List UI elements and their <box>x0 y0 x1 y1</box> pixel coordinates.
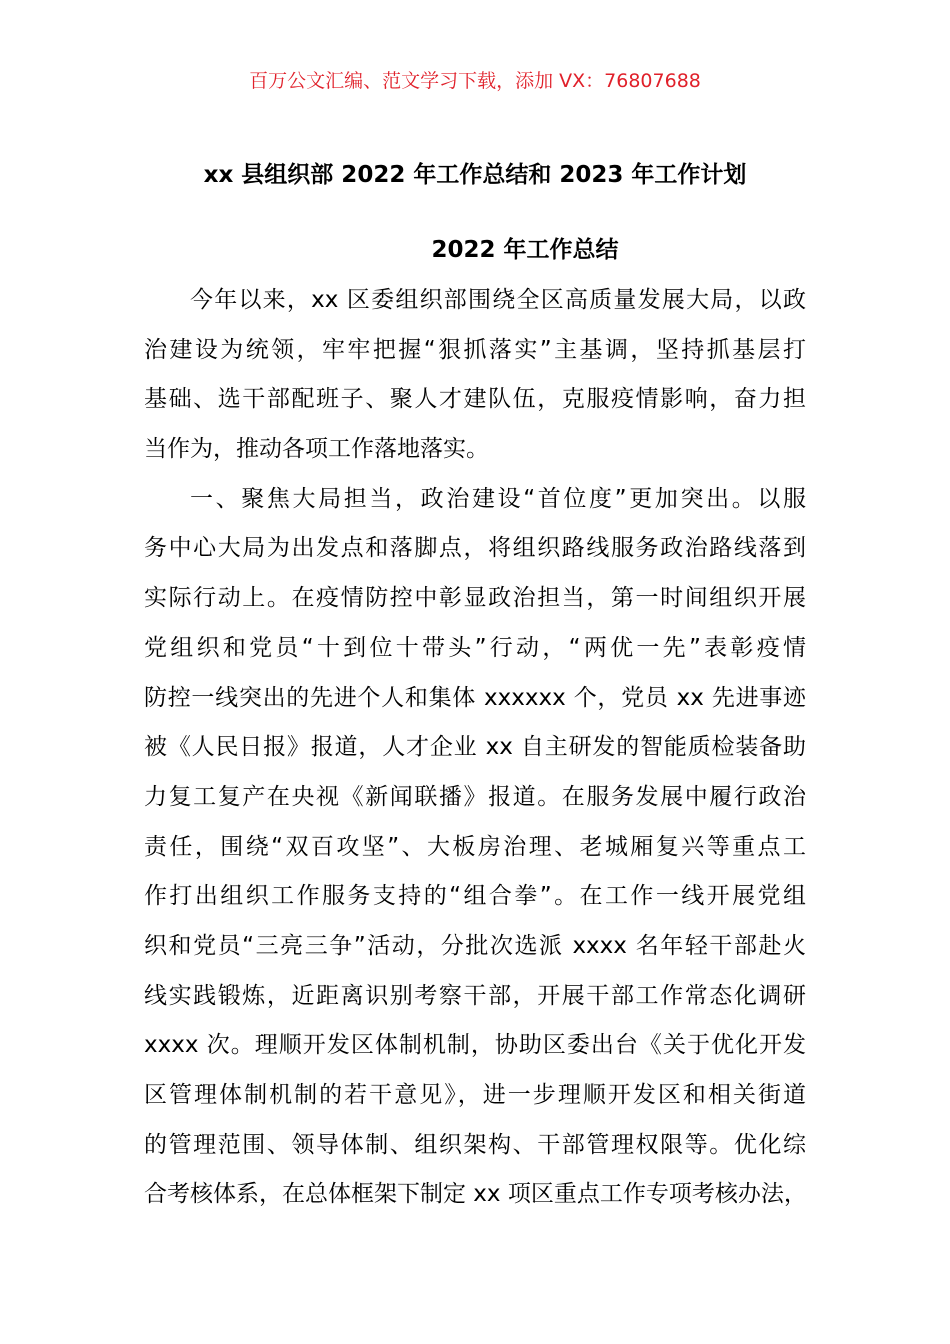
paragraph-line: 党组织和党员“十到位十带头”行动，“两优一先”表彰疫情 <box>144 634 806 661</box>
paragraph-line: 线实践锻炼，近距离识别考察干部，开展干部工作常态化调研 <box>144 982 806 1009</box>
watermark-header: 百万公文汇编、范文学习下载，添加 VX：76807688 <box>249 70 701 92</box>
paragraph-line: 当作为，推动各项工作落地落实。 <box>144 436 489 463</box>
paragraph-line: 务中心大局为出发点和落脚点，将组织路线服务政治路线落到 <box>144 535 806 562</box>
paragraph-line: 防控一线突出的先进个人和集体 xxxxxx 个，党员 xx 先进事迹 <box>144 684 806 711</box>
document-title: xx 县组织部 2022 年工作总结和 2023 年工作计划 <box>203 162 747 188</box>
paragraph-line: 治建设为统领，牢牢把握“狠抓落实”主基调，坚持抓基层打 <box>144 336 806 363</box>
paragraph-line: 责任，围绕“双百攻坚”、大板房治理、老城厢复兴等重点工 <box>144 833 806 860</box>
paragraph-line: 一、聚焦大局担当，政治建设“首位度”更加突出。以服 <box>190 485 806 512</box>
paragraph-line: xxxx 次。理顺开发区体制机制，协助区委出台《关于优化开发 <box>144 1032 806 1059</box>
paragraph-line: 基础、选干部配班子、聚人才建队伍，克服疫情影响，奋力担 <box>144 386 806 413</box>
document-body <box>144 282 806 1226</box>
paragraph-line: 织和党员“三亮三争”活动，分批次选派 xxxx 名年轻干部赴火 <box>144 932 806 959</box>
paragraph-line: 合考核体系，在总体框架下制定 xx 项区重点工作专项考核办法， <box>144 1181 807 1208</box>
paragraph-line: 今年以来，xx 区委组织部围绕全区高质量发展大局，以政 <box>190 287 806 313</box>
paragraph-line: 区管理体制机制的若干意见》，进一步理顺开发区和相关街道 <box>144 1082 806 1108</box>
section-heading: 2022 年工作总结 <box>431 237 619 263</box>
paragraph-line: 力复工复产在央视《新闻联播》报道。在服务发展中履行政治 <box>144 783 806 810</box>
paragraph-line: 被《人民日报》报道，人才企业 xx 自主研发的智能质检装备助 <box>144 734 806 761</box>
paragraph-line: 实际行动上。在疫情防控中彰显政治担当，第一时间组织开展 <box>144 585 806 612</box>
paragraph-line: 作打出组织工作服务支持的“组合拳”。在工作一线开展党组 <box>144 883 806 910</box>
paragraph-line: 的管理范围、领导体制、组织架构、干部管理权限等。优化综 <box>144 1131 806 1158</box>
